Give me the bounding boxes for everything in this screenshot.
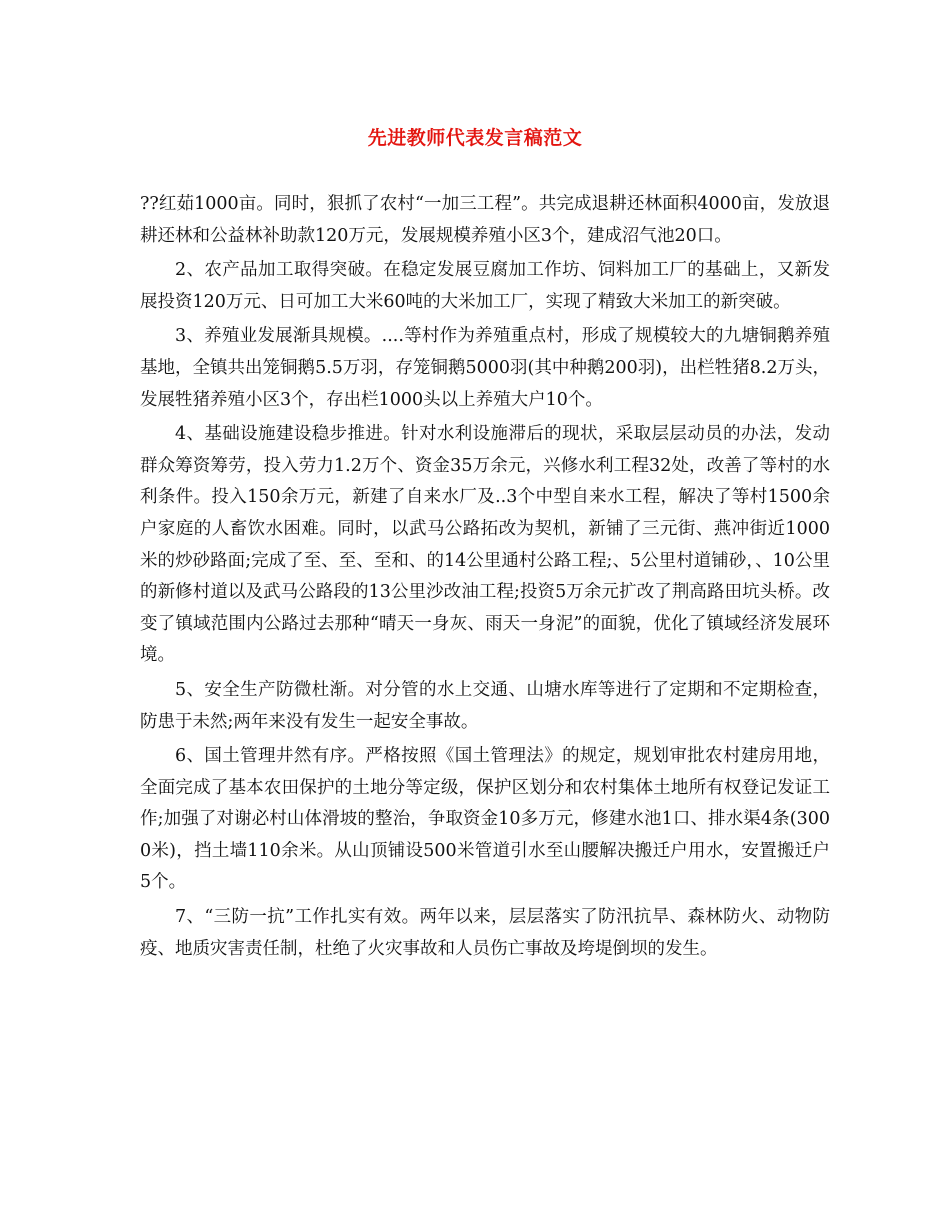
- document-title: 先进教师代表发言稿范文: [367, 127, 583, 149]
- paragraph-2: 2、农产品加工取得突破。在稳定发展豆腐加工作坊、饲料加工厂的基础上，又新发展投资120万元、日可加工大米60吨的大米加工厂，实现了精致大米加工的新突破。: [140, 260, 830, 312]
- paragraph-5: 5、安全生产防微杜渐。对分管的水上交通、山塘水库等进行了定期和不定期检查，防患于未然;两年来没有发生一起安全事故。: [140, 679, 830, 732]
- paragraph-6: 6、国土管理井然有序。严格按照《国土管理法》的规定，规划审批农村建房用地，全面完成了基本农田保护的土地分等定级，保护区划分和农村集体土地所有权登记发证工作;加强了对谢必村山体滑坡的整治，争取资金10多万元，修建水池1口、排水渠4条(3000米)，挡土墙110余米。从山顶铺设500米管道引水至山腰解决搬迁户用水，安置搬迁户5个。: [140, 746, 830, 893]
- paragraph-4: 4、基础设施建设稳步推进。针对水利设施滞后的现状，采取层层动员的办法，发动群众筹资筹劳，投入劳力1.2万个、资金35万余元，兴修水利工程32处，改善了等村的水利条件。投入150余万元，新建了自来水厂及..3个中型自来水工程，解决了等村1500余户家庭的人畜饮水困难。同时，以武马公路拓改为契机，新铺了三元街、燕冲街近1000米的炒砂路面;完成了至、至、至和、的14公里通村公路工程;、5公里村道铺砂，、10公里的新修村道以及武马公路段的13公里沙改油工程;投资5万余元扩改了荆高路田坑头桥。改变了镇域范围内公路过去那种“晴天一身灰、雨天一身泥”的面貌，优化了镇域经济发展环境。: [140, 424, 830, 666]
- document-body: [140, 189, 830, 968]
- paragraph-7: 7、“三防一抗”工作扎实有效。两年以来，层层落实了防汛抗旱、森林防火、动物防疫、地质灾害责任制，杜绝了火灾事故和人员伤亡事故及垮堤倒坝的发生。: [140, 907, 830, 959]
- paragraph-3: 3、养殖业发展渐具规模。....等村作为养殖重点村，形成了规模较大的九塘铜鹅养殖基地，全镇共出笼铜鹅5.5万羽，存笼铜鹅5000羽(其中种鹅200羽)，出栏牲猪8.2万头，发展牲猪养殖小区3个，存出栏1000头以上养殖大户10个。: [140, 326, 830, 410]
- paragraph-intro: ??红茹1000亩。同时，狠抓了农村“一加三工程”。共完成退耕还林面积4000亩，发放退耕还林和公益林补助款120万元，发展规模养殖小区3个，建成沼气池20口。: [140, 194, 830, 246]
